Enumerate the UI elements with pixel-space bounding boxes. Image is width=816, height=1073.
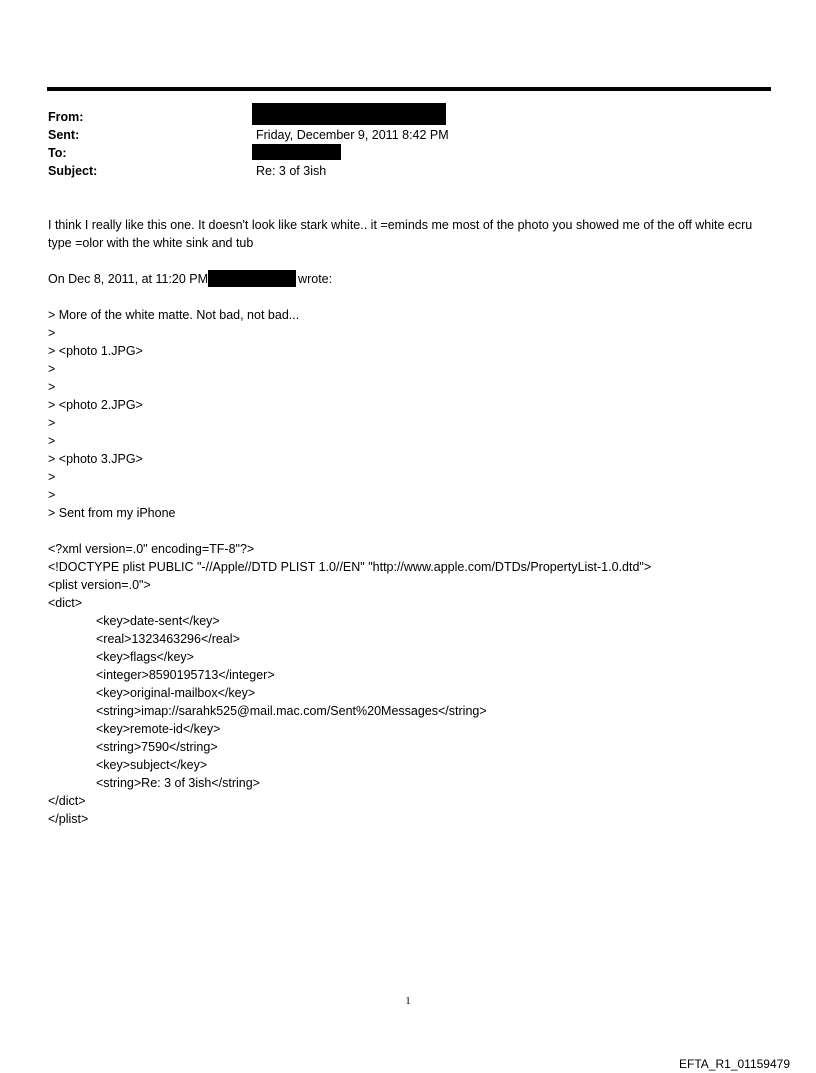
xml-line: </plist> (48, 812, 89, 826)
subject-label: Subject: (48, 164, 98, 178)
quoted-line: > (48, 434, 56, 448)
from-redaction (252, 103, 446, 125)
quoted-line: > Sent from my iPhone (48, 506, 176, 520)
quoted-line: > (48, 470, 56, 484)
spacer (48, 522, 768, 540)
top-rule (47, 87, 771, 91)
page-number: 1 (405, 995, 411, 1007)
spacer (48, 252, 768, 270)
xml-line: <dict> (48, 596, 83, 610)
quoted-line: > (48, 416, 56, 430)
subject-value: Re: 3 of 3ish (256, 164, 327, 178)
quoted-line: > (48, 488, 56, 502)
xml-dict-line: <key>remote-id</key> (96, 722, 221, 736)
xml-dict-line: <key>date-sent</key> (96, 614, 220, 628)
xml-line: <plist version=.0"> (48, 578, 151, 592)
sent-label: Sent: (48, 128, 80, 142)
to-redaction (252, 144, 341, 160)
to-label: To: (48, 146, 67, 160)
quoted-line: > <photo 1.JPG> (48, 344, 143, 358)
xml-line: <!DOCTYPE plist PUBLIC "-//Apple//DTD PLIST 1.0//EN" "http://www.apple.com/DTDs/PropertyList-1.0.dtd"> (48, 560, 652, 574)
xml-line: </dict> (48, 794, 86, 808)
email-header (48, 108, 768, 180)
subject-row (48, 162, 768, 180)
quoted-line: > <photo 3.JPG> (48, 452, 143, 466)
from-row (48, 108, 768, 126)
xml-dict-line: <integer>8590195713</integer> (96, 668, 275, 682)
xml-dict-line: <string>7590</string> (96, 740, 218, 754)
to-row (48, 144, 768, 162)
quoted-line: > <photo 2.JPG> (48, 398, 143, 412)
quoted-line: > (48, 362, 56, 376)
xml-dict-line: <string>Re: 3 of 3ish</string> (96, 776, 260, 790)
quoted-line: > More of the white matte. Not bad, not bad... (48, 308, 300, 322)
document-id: EFTA_R1_01159479 (679, 1057, 790, 1071)
quote-intro-suffix: wrote: (298, 272, 333, 286)
quote-intro-prefix: On Dec 8, 2011, at 11:20 PM (48, 272, 209, 286)
quote-author-redaction (208, 270, 296, 287)
xml-dict-line: <key>original-mailbox</key> (96, 686, 256, 700)
quote-intro (48, 270, 768, 288)
message-text: I think I really like this one. It doesn't look like stark white.. it =eminds me most of the photo you showed me of the off white ecru type =olor with the white sink and tub (48, 218, 753, 250)
xml-block (48, 540, 768, 828)
email-body (48, 216, 768, 828)
quoted-line: > (48, 380, 56, 394)
sent-value: Friday, December 9, 2011 8:42 PM (256, 128, 449, 142)
xml-dict-line: <real>1323463296</real> (96, 632, 240, 646)
quoted-block (48, 306, 768, 522)
from-label: From: (48, 110, 84, 124)
xml-line: <?xml version=.0" encoding=TF-8"?> (48, 542, 255, 556)
spacer (48, 288, 768, 306)
xml-dict-line: <string>imap://sarahk525@mail.mac.com/Sent%20Messages</string> (96, 704, 487, 718)
sent-row (48, 126, 768, 144)
quoted-line: > (48, 326, 56, 340)
xml-dict-line: <key>flags</key> (96, 650, 194, 664)
xml-dict-line: <key>subject</key> (96, 758, 208, 772)
